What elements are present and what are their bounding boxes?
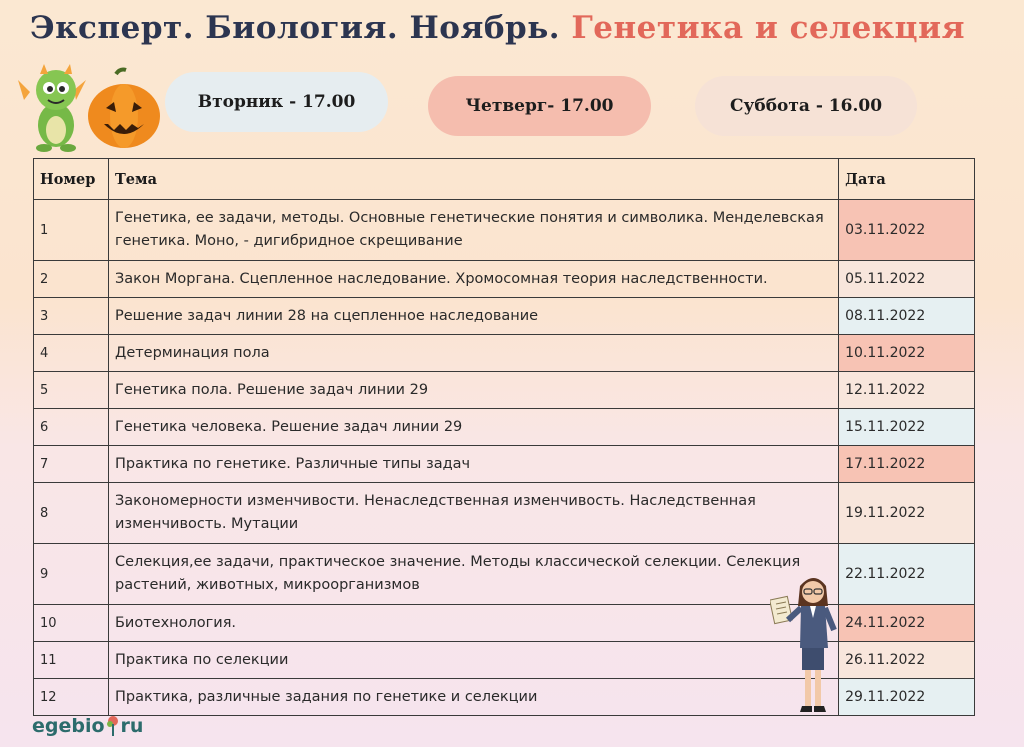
title-main: Эксперт. Биология. Ноябрь.: [30, 10, 561, 46]
row-date: 24.11.2022: [839, 605, 975, 642]
row-topic: Биотехнология.: [108, 605, 838, 642]
row-topic: Закон Моргана. Сцепленное наследование. Хромосомная теория наследственности.: [108, 261, 838, 298]
row-number: 9: [34, 544, 109, 605]
row-date: 10.11.2022: [839, 335, 975, 372]
table-row: [34, 335, 975, 372]
row-number: 5: [34, 372, 109, 409]
row-number: 2: [34, 261, 109, 298]
table-row: [34, 446, 975, 483]
schedule-pill-thursday: Четверг- 17.00: [428, 76, 651, 136]
tree-logo-icon: [106, 715, 120, 737]
row-number: 1: [34, 200, 109, 261]
row-number: 10: [34, 605, 109, 642]
table-row: [34, 261, 975, 298]
row-number: 8: [34, 483, 109, 544]
col-header-date: Дата: [839, 159, 975, 200]
egebio-logo: [32, 715, 143, 737]
row-topic: Генетика пола. Решение задач линии 29: [108, 372, 838, 409]
row-date: 17.11.2022: [839, 446, 975, 483]
row-number: 4: [34, 335, 109, 372]
row-date: 19.11.2022: [839, 483, 975, 544]
row-topic: Селекция,ее задачи, практическое значение. Методы классической селекции. Селекция растений, животных, микроорганизмов: [108, 544, 838, 605]
row-date: 08.11.2022: [839, 298, 975, 335]
table-header-row: [34, 159, 975, 200]
row-date: 05.11.2022: [839, 261, 975, 298]
row-date: 03.11.2022: [839, 200, 975, 261]
row-topic: Детерминация пола: [108, 335, 838, 372]
title-accent: Генетика и селекция: [571, 10, 965, 46]
row-number: 12: [34, 679, 109, 716]
col-header-topic: Тема: [108, 159, 838, 200]
row-date: 22.11.2022: [839, 544, 975, 605]
row-number: 11: [34, 642, 109, 679]
logo-left-text: egebio: [32, 715, 105, 737]
mascots: [16, 60, 166, 154]
row-date: 15.11.2022: [839, 409, 975, 446]
row-topic: Генетика человека. Решение задач линии 29: [108, 409, 838, 446]
row-topic: Решение задач линии 28 на сцепленное наследование: [108, 298, 838, 335]
logo-right-text: ru: [120, 715, 144, 737]
schedule-pill-tuesday: Вторник - 17.00: [165, 72, 388, 132]
row-topic: Генетика, ее задачи, методы. Основные генетические понятия и символика. Менделевская генетика. Моно, - дигибридное скрещивание: [108, 200, 838, 261]
row-number: 3: [34, 298, 109, 335]
row-date: 26.11.2022: [839, 642, 975, 679]
row-topic: Практика, различные задания по генетике и селекции: [108, 679, 838, 716]
dragon-icon: [18, 64, 86, 152]
row-number: 7: [34, 446, 109, 483]
table-row: [34, 372, 975, 409]
schedule-pill-saturday: Суббота - 16.00: [695, 76, 917, 136]
row-topic: Практика по генетике. Различные типы задач: [108, 446, 838, 483]
col-header-number: Номер: [34, 159, 109, 200]
row-topic: Практика по селекции: [108, 642, 838, 679]
teacher-illustration: [770, 572, 840, 714]
table-row: [34, 409, 975, 446]
table-row: [34, 200, 975, 261]
table-row: [34, 483, 975, 544]
row-date: 29.11.2022: [839, 679, 975, 716]
page-title: [30, 10, 965, 46]
row-topic: Закономерности изменчивости. Ненаследственная изменчивость. Наследственная изменчивость. Мутации: [108, 483, 838, 544]
row-date: 12.11.2022: [839, 372, 975, 409]
pumpkin-icon: [88, 70, 160, 149]
table-row: [34, 298, 975, 335]
row-number: 6: [34, 409, 109, 446]
